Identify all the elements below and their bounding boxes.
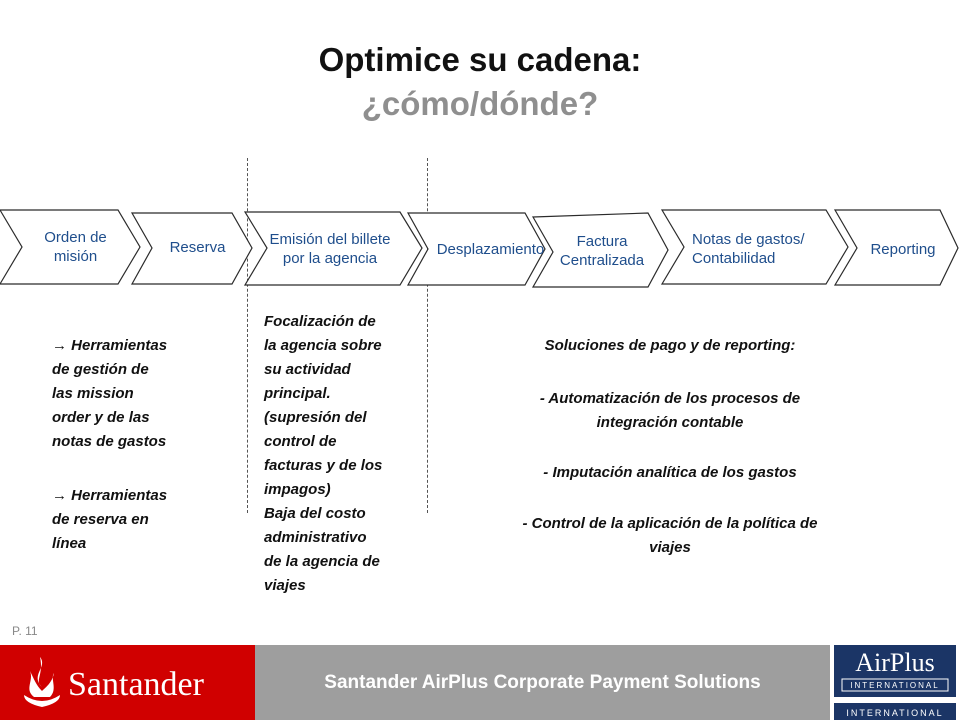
- step-label-reporting-text: Reporting: [870, 241, 936, 258]
- right-item-automation: - Automatización de los procesos de integración contable: [539, 390, 801, 431]
- step-label-desplazamiento-text: Desplazamiento: [436, 241, 545, 258]
- step-label-reserva: [150, 238, 245, 257]
- left-tools-management: → Herramientas de gestión de las mission order y de las notas de gastos: [52, 337, 168, 450]
- step-label-reporting: [858, 240, 948, 259]
- footer-tagline: Santander AirPlus Corporate Payment Solutions: [324, 672, 761, 693]
- step-label-emision: [250, 230, 410, 268]
- left-tools-booking: → Herramientas de reserva en línea: [52, 487, 168, 552]
- middle-agency-focus: Focalización de la agencia sobre su actividad principal. (supresión del control de facturas y de los impagos) Baja del costo administrativo de la agencia de viajes: [264, 313, 383, 594]
- step-label-orden-text: Orden de misión: [44, 229, 107, 265]
- step-label-factura: [548, 232, 656, 270]
- step-label-orden: [28, 228, 123, 266]
- step-label-reserva-text: Reserva: [169, 239, 226, 256]
- right-item-imputation: - Imputación analítica de los gastos: [543, 464, 797, 481]
- airplus-logo: [830, 645, 960, 720]
- step-label-notas: [692, 230, 842, 268]
- page-number: P. 11: [12, 624, 38, 638]
- airplus-wordmark: AirPlus: [855, 648, 935, 677]
- santander-flame-icon: [29, 657, 54, 697]
- footer-bar: [0, 645, 960, 720]
- right-heading: Soluciones de pago y de reporting:: [544, 337, 796, 354]
- santander-wordmark: Santander: [68, 666, 204, 703]
- step-label-factura-text: Factura Centralizada: [559, 233, 645, 269]
- airplus-international-top: INTERNATIONAL: [850, 681, 940, 690]
- santander-logo: [0, 645, 255, 720]
- slide-title: Optimice su cadena:: [318, 41, 642, 78]
- right-item-policy-control: - Control de la aplicación de la política de viajes: [522, 515, 818, 556]
- step-label-emision-text: Emisión del billete por la agencia: [269, 231, 391, 267]
- airplus-international-bottom: INTERNATIONAL: [846, 708, 944, 718]
- slide-subtitle: ¿cómo/dónde?: [361, 85, 599, 122]
- step-label-notas-text: Notas de gastos/ Contabilidad: [692, 231, 805, 267]
- step-label-desplazamiento: [428, 240, 553, 259]
